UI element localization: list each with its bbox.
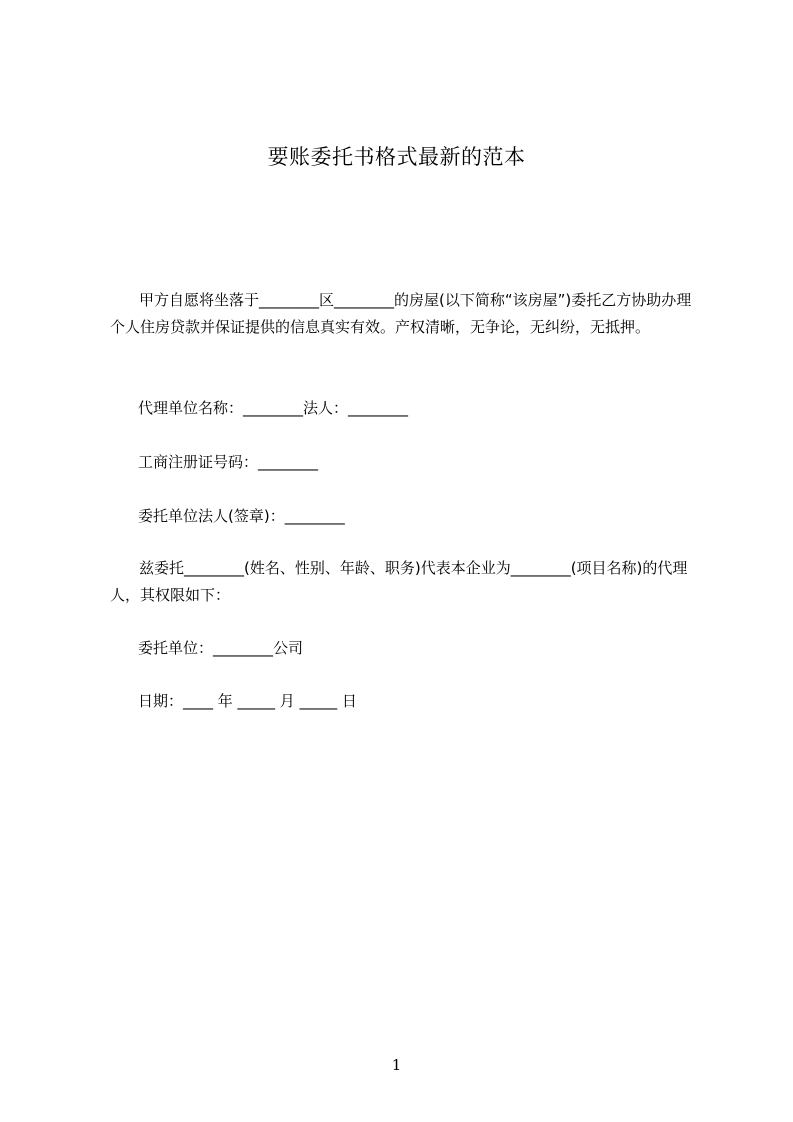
paragraph-authorization: 兹委托________(姓名、性别、年龄、职务)代表本企业为________(项目名称)的代理人，其权限如下： — [110, 559, 688, 604]
business-registration-line: 工商注册证号码：________ — [138, 453, 319, 471]
page-number: 1 — [391, 1056, 402, 1074]
entrusting-unit-line: 委托单位：________公司 — [138, 639, 304, 657]
document-title: 要账委托书格式最新的范本 — [267, 145, 526, 169]
paragraph-property-entrustment: 甲方自愿将坐落于________区________的房屋(以下简称“该房屋”)委托乙方协助办理个人住房贷款并保证提供的信息真实有效。产权清晰，无争论，无纠纷，无抵押。 — [110, 291, 692, 336]
entrusting-legal-person-line: 委托单位法人(签章)：________ — [138, 507, 345, 525]
date-line: 日期：____ 年 _____ 月 _____ 日 — [138, 692, 357, 710]
agent-unit-line: 代理单位名称：________法人：________ — [138, 399, 409, 417]
